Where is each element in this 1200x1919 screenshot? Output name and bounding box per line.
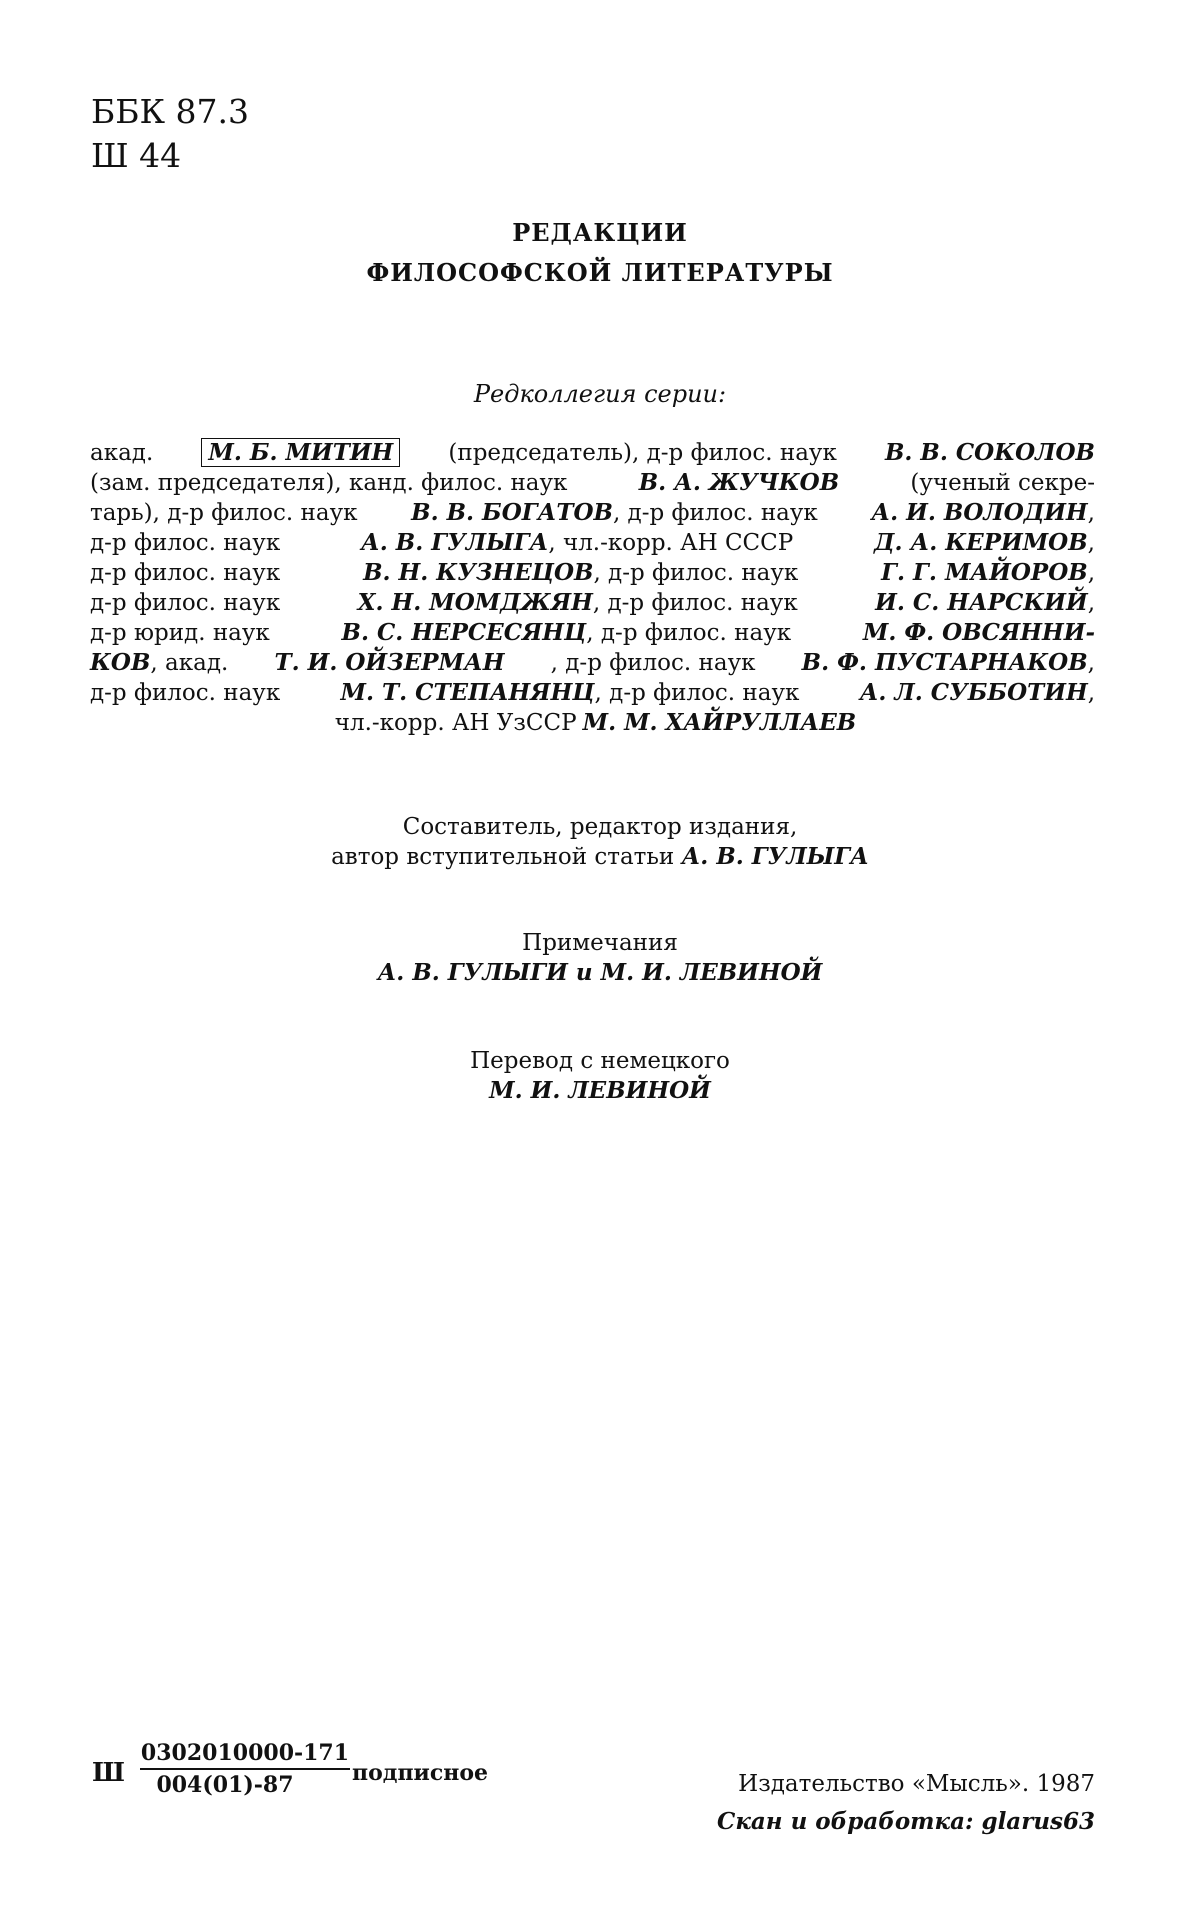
board-member-name: И. С. НАРСКИЙ	[875, 589, 1088, 616]
board-text: ,	[1087, 680, 1095, 706]
compiler-credit	[0, 812, 1200, 872]
board-line	[90, 648, 1095, 678]
notes-credit	[0, 928, 1200, 988]
board-text: акад.	[90, 440, 154, 466]
board-text: , чл.-корр. АН СССР	[548, 530, 794, 556]
board-text: д-р юрид. наук	[90, 620, 270, 646]
board-text: д-р филос. наук	[90, 530, 281, 556]
board-member-name: Г. Г. МАЙОРОВ	[881, 559, 1088, 586]
board-member-name: А. В. ГУЛЫГА	[361, 529, 549, 556]
board-text: , д-р филос. наук	[593, 560, 799, 586]
board-text: ,	[1087, 650, 1095, 676]
editorial-board-list	[90, 438, 1095, 738]
bbk-code: ББК 87.3	[91, 92, 250, 131]
board-text: , д-р филос. наук	[612, 500, 818, 526]
board-member-name: Д. А. КЕРИМОВ	[874, 529, 1088, 556]
bbk-classification	[91, 90, 249, 178]
translation-label: Перевод с немецкого	[470, 1048, 730, 1074]
board-text: , д-р филос. наук	[586, 620, 792, 646]
board-member-name: В. А. ЖУЧКОВ	[638, 469, 840, 496]
board-line	[90, 708, 1095, 738]
board-line	[90, 468, 1095, 498]
board-line	[90, 528, 1095, 558]
imprint-fraction	[140, 1740, 350, 1798]
board-member-name: В. В. СОКОЛОВ	[884, 439, 1095, 466]
notes-label: Примечания	[522, 930, 678, 956]
board-text: (зам. председателя), канд. филос. наук	[90, 470, 568, 496]
board-line	[90, 588, 1095, 618]
header-line-1: РЕДАКЦИИ	[512, 218, 688, 247]
scan-credit: Скан и обработка: glarus63	[717, 1808, 1095, 1835]
board-member-name: Т. И. ОЙЗЕРМАН	[274, 649, 505, 676]
board-line	[90, 498, 1095, 528]
board-member-name: М. М. ХАЙРУЛЛАЕВ	[582, 709, 857, 736]
board-text: , д-р филос. наук	[550, 650, 756, 676]
header-line-2: ФИЛОСОФСКОЙ ЛИТЕРАТУРЫ	[366, 258, 834, 287]
publisher-block	[717, 1765, 1095, 1841]
board-member-name: А. И. ВОЛОДИН	[871, 499, 1088, 526]
board-text: ,	[1087, 530, 1095, 556]
board-member-name: М. Б. МИТИН	[201, 438, 400, 467]
imprint-numerator: 0302010000-171	[140, 1740, 350, 1770]
board-member-name: В. В. БОГАТОВ	[411, 499, 613, 526]
board-text: , д-р филос. наук	[594, 680, 800, 706]
board-text: (председатель), д-р филос. наук	[448, 440, 837, 466]
board-member-name: В. С. НЕРСЕСЯНЦ	[341, 619, 587, 646]
board-text: д-р филос. наук	[90, 560, 281, 586]
board-line	[90, 558, 1095, 588]
board-text: д-р филос. наук	[90, 680, 281, 706]
compiler-name: А. В. ГУЛЫГА	[681, 843, 869, 870]
subscription-label: подписное	[352, 1760, 489, 1786]
author-mark: Ш 44	[91, 136, 182, 175]
board-member-name: В. Ф. ПУСТАРНАКОВ	[801, 649, 1088, 676]
compiler-role-2: автор вступительной статьи	[331, 844, 675, 870]
publisher-name: Издательство «Мысль». 1987	[738, 1771, 1095, 1797]
board-text: ,	[1087, 590, 1095, 616]
board-text: , д-р филос. наук	[592, 590, 798, 616]
translation-credit	[0, 1046, 1200, 1106]
board-member-name: М. Т. СТЕПАНЯНЦ	[340, 679, 595, 706]
compiler-role: Составитель, редактор издания,	[402, 814, 798, 840]
board-text: , акад.	[150, 650, 229, 676]
board-text: (ученый секре-	[910, 470, 1095, 496]
board-text: чл.-корр. АН УзССР	[334, 710, 577, 736]
board-member-name: А. Л. СУББОТИН	[859, 679, 1088, 706]
board-line	[90, 678, 1095, 708]
imprint-letter: Ш	[92, 1758, 125, 1788]
translator-name: М. И. ЛЕВИНОЙ	[489, 1077, 711, 1104]
board-text: ,	[1087, 500, 1095, 526]
imprint-denominator: 004(01)-87	[156, 1772, 294, 1798]
board-member-name: Х. Н. МОМДЖЯН	[357, 589, 593, 616]
editorial-header	[0, 213, 1200, 293]
board-text: тарь), д-р филос. наук	[90, 500, 358, 526]
editorial-board-title: Редколлегия серии:	[473, 380, 727, 408]
notes-authors: А. В. ГУЛЫГИ и М. И. ЛЕВИНОЙ	[377, 959, 823, 986]
board-member-name: М. Ф. ОВСЯННИ-	[862, 619, 1095, 646]
board-text: ,	[1087, 560, 1095, 586]
board-line	[90, 618, 1095, 648]
board-text: д-р филос. наук	[90, 590, 281, 616]
board-member-name: КОВ	[90, 649, 151, 676]
board-member-name: В. Н. КУЗНЕЦОВ	[363, 559, 594, 586]
board-line	[90, 438, 1095, 468]
